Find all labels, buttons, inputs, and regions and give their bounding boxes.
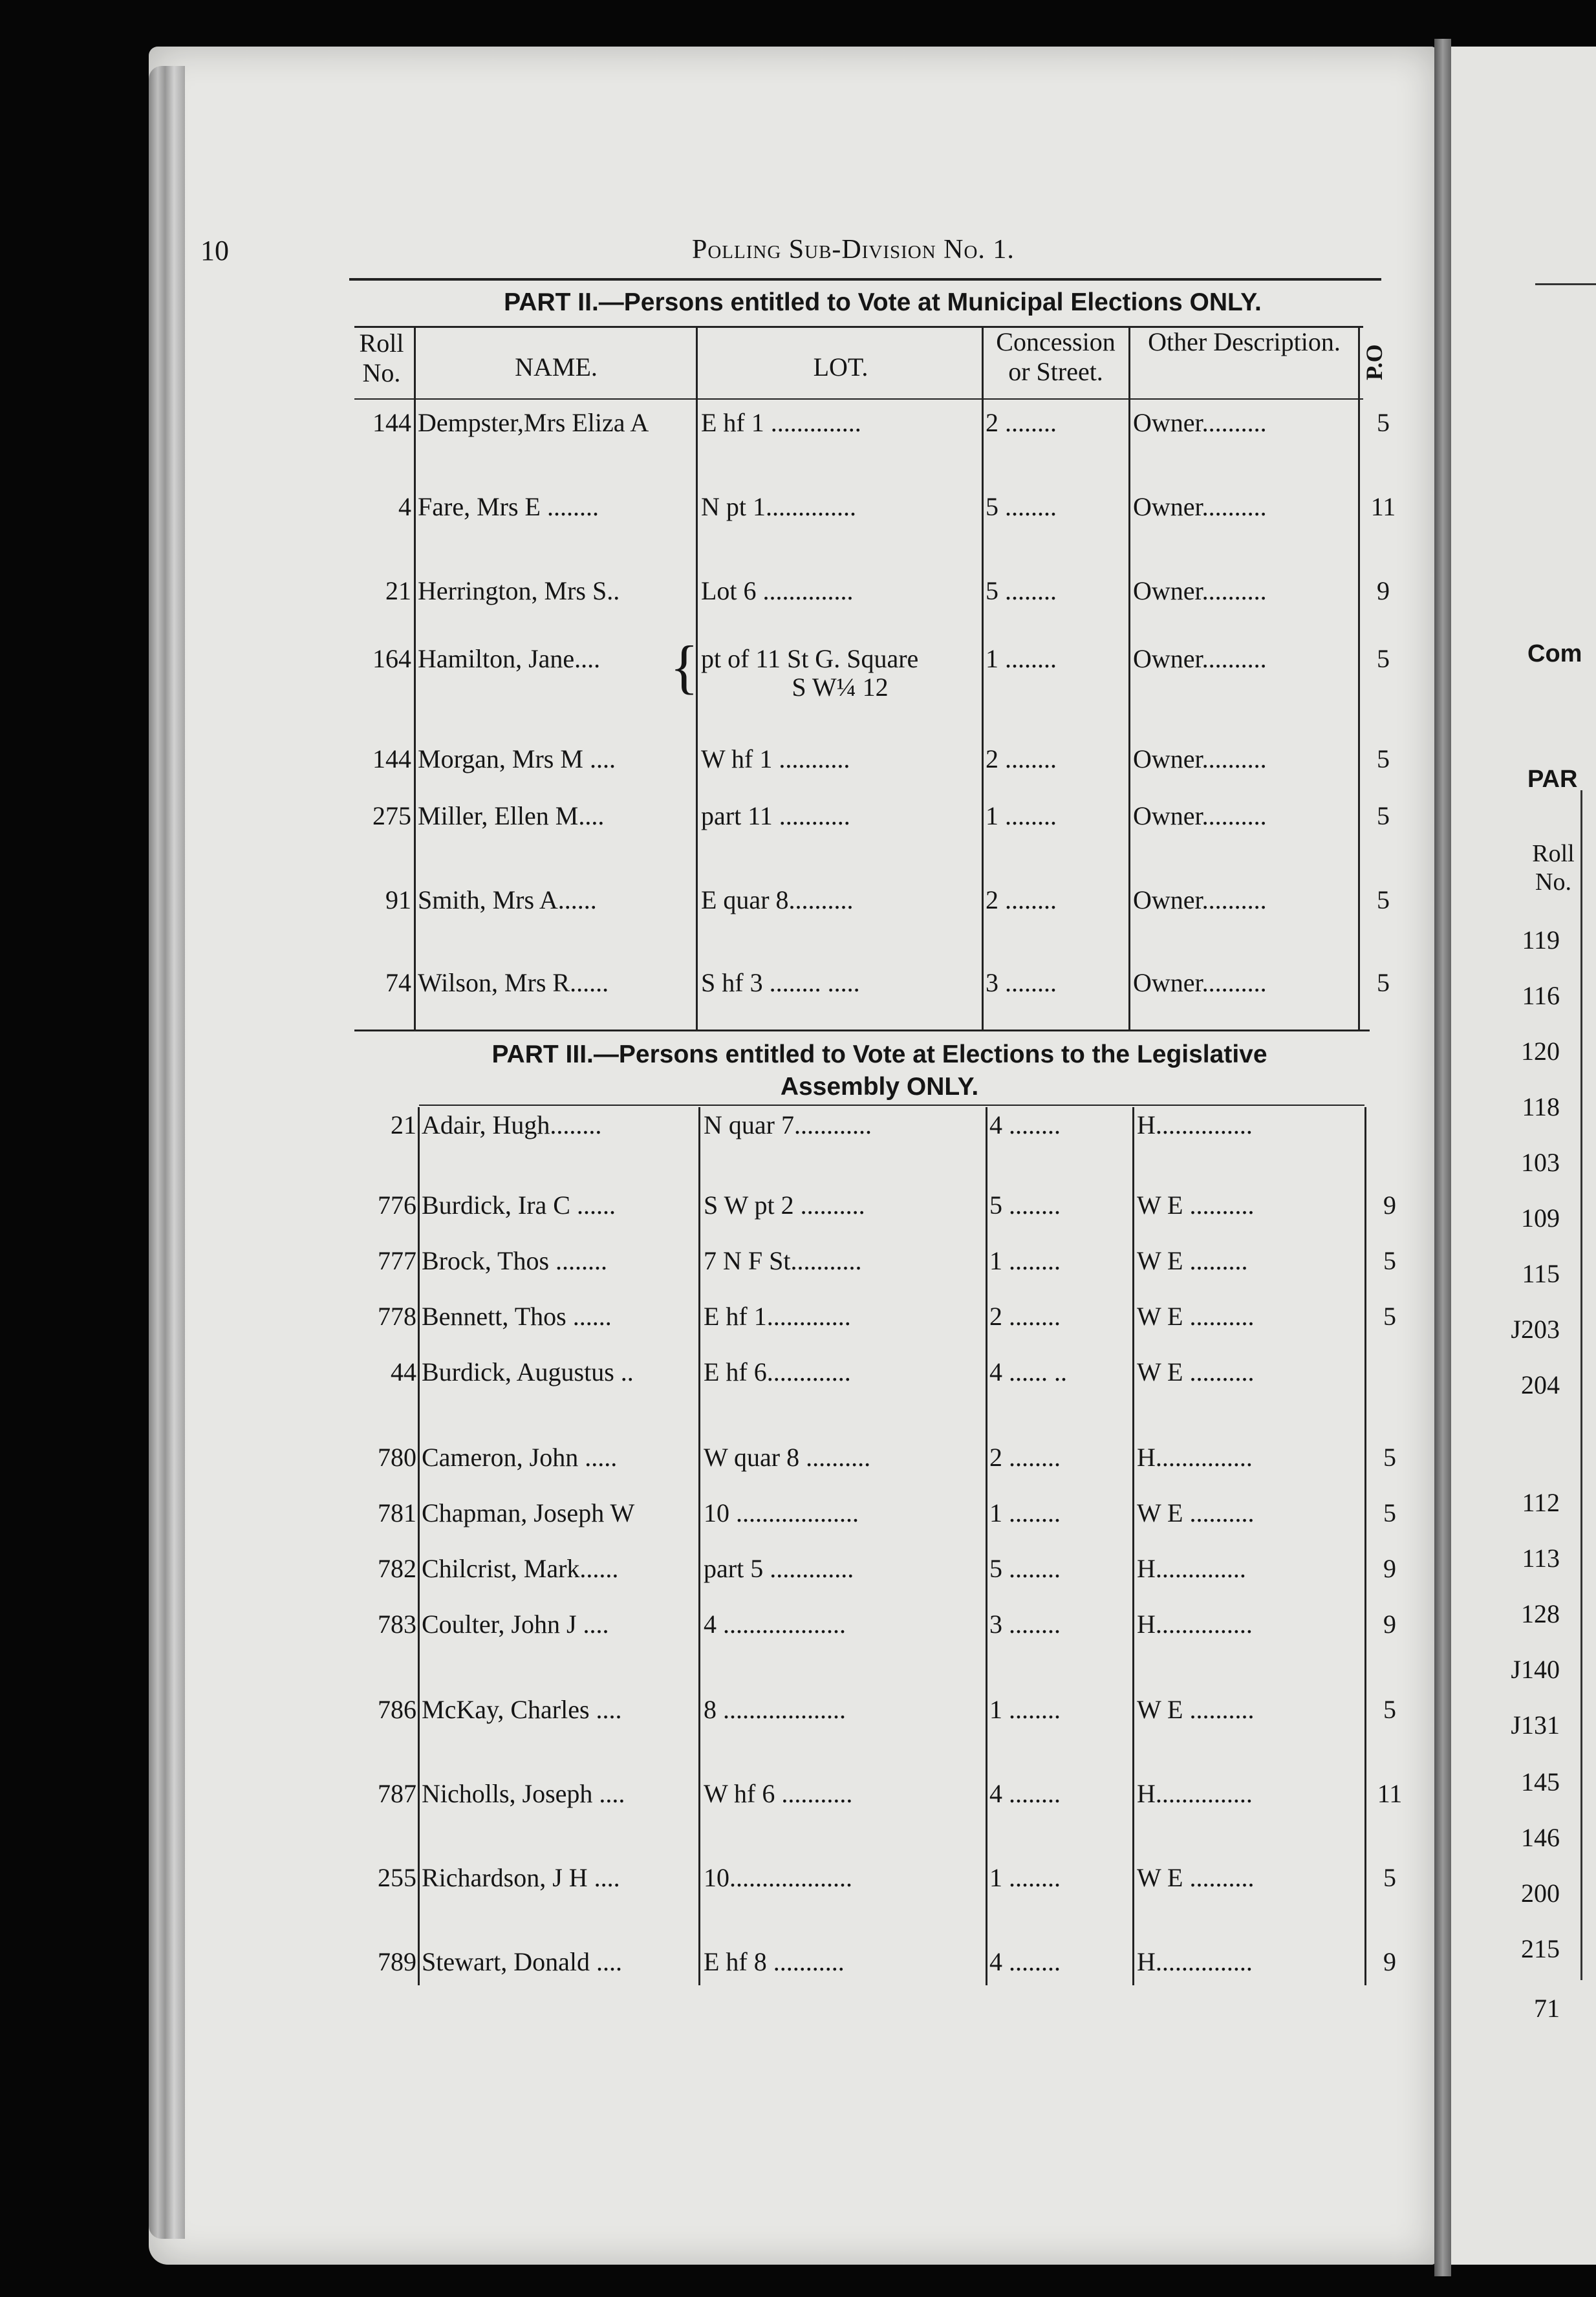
part3-cell-con: 4 ...... .. [989, 1357, 1067, 1386]
part3-cell-roll: 21 [391, 1110, 416, 1139]
part2-cell-roll: 275 [372, 801, 411, 830]
part3-cell-name: Bennett, Thos ...... [422, 1302, 612, 1331]
part2-cell-lot: W hf 1 ........... [701, 744, 850, 773]
part3-cell-lot: E hf 8 ........... [704, 1947, 845, 1976]
part2-cell-name: Hamilton, Jane.... [418, 644, 601, 673]
running-head: Polling Sub-Division No. 1. [692, 235, 1015, 264]
part2-cell-other: Owner.......... [1133, 968, 1267, 997]
part3-cell-name: Brock, Thos ........ [422, 1246, 608, 1275]
adjacent-roll-number: 119 [1522, 925, 1560, 954]
adjacent-roll-number: J131 [1511, 1710, 1560, 1740]
part3-cell-con: 3 ........ [989, 1610, 1061, 1639]
part3-cell-po: 5 [1383, 1443, 1396, 1472]
part3-cell-lot: part 5 ............. [704, 1554, 854, 1583]
part3-cell-other: H............... [1137, 1610, 1253, 1639]
part2-bottom-rule [354, 1030, 1370, 1031]
p2-col-line-5 [1358, 327, 1360, 1030]
part3-cell-roll: 255 [378, 1863, 416, 1892]
part2-cell-con: 2 ........ [986, 885, 1057, 914]
part3-cell-roll: 782 [378, 1554, 416, 1583]
part2-cell-name: Smith, Mrs A...... [418, 885, 597, 914]
p3-col-line-4 [1132, 1107, 1134, 1985]
part2-cell-con: 5 ........ [986, 492, 1057, 521]
part3-cell-name: Cameron, John ..... [422, 1443, 618, 1472]
part3-title [375, 1039, 1384, 1103]
adjacent-roll-number: 71 [1534, 1994, 1560, 2023]
part2-cell-po: 9 [1377, 576, 1390, 605]
part3-cell-other: H.............. [1137, 1554, 1246, 1583]
part3-cell-other: W E .......... [1137, 1191, 1255, 1220]
part3-cell-po: 11 [1377, 1779, 1403, 1808]
part3-cell-roll: 789 [378, 1947, 416, 1976]
part3-cell-po: 9 [1383, 1554, 1396, 1583]
part3-cell-other: H............... [1137, 1110, 1253, 1139]
part3-cell-roll: 44 [391, 1357, 416, 1386]
part3-cell-name: Stewart, Donald .... [422, 1947, 622, 1976]
part3-cell-po: 5 [1383, 1695, 1396, 1724]
p2-col-line-1 [414, 327, 416, 1030]
part2-cell-roll: 21 [385, 576, 411, 605]
part3-cell-po: 5 [1383, 1246, 1396, 1275]
part2-cell-lot: S hf 3 ........ ..... [701, 968, 860, 997]
part3-cell-lot: 8 ................... [704, 1695, 846, 1724]
header-lot: LOT. [813, 352, 868, 382]
part3-cell-roll: 787 [378, 1779, 416, 1808]
head-rule [349, 278, 1381, 281]
part3-cell-roll: 780 [378, 1443, 416, 1472]
part3-cell-roll: 783 [378, 1610, 416, 1639]
part2-cell-lot-line2: S W¼ 12 [792, 673, 889, 702]
adjacent-head-rule [1535, 283, 1596, 285]
header-name: NAME. [515, 352, 598, 382]
adjacent-roll-number: 118 [1522, 1092, 1560, 1121]
part2-cell-other: Owner.......... [1133, 576, 1267, 605]
part2-cell-po: 5 [1377, 885, 1390, 914]
part3-cell-roll: 786 [378, 1695, 416, 1724]
part3-cell-con: 4 ........ [989, 1947, 1061, 1976]
part2-cell-other: Owner.......... [1133, 408, 1267, 437]
part3-cell-name: Richardson, J H .... [422, 1863, 620, 1892]
header-po: P.O [1361, 344, 1387, 380]
part2-cell-con: 2 ........ [986, 744, 1057, 773]
part2-cell-roll: 91 [385, 885, 411, 914]
part3-top-rule [419, 1105, 1364, 1106]
book-gutter [1434, 39, 1451, 2276]
part3-cell-lot: W hf 6 ........... [704, 1779, 853, 1808]
adjacent-roll-number: J203 [1511, 1315, 1560, 1344]
part2-cell-roll: 164 [372, 644, 411, 673]
part2-cell-name: Dempster,Mrs Eliza A [418, 408, 649, 437]
part3-cell-lot: S W pt 2 .......... [704, 1191, 865, 1220]
part3-cell-other: W E .......... [1137, 1695, 1255, 1724]
part3-cell-other: W E .......... [1137, 1863, 1255, 1892]
part2-cell-lot: N pt 1.............. [701, 492, 856, 521]
adjacent-roll-header: Roll No. [1532, 840, 1575, 896]
part2-cell-con: 1 ........ [986, 644, 1057, 673]
p3-col-line-2 [698, 1107, 700, 1985]
part2-cell-other: Owner.......... [1133, 492, 1267, 521]
page-number: 10 [200, 235, 229, 266]
part3-cell-other: W E ......... [1137, 1246, 1248, 1275]
part2-cell-lot: E quar 8.......... [701, 885, 854, 914]
part3-cell-other: W E .......... [1137, 1357, 1255, 1386]
adjacent-roll-number: 200 [1521, 1879, 1560, 1908]
part3-cell-name: Nicholls, Joseph .... [422, 1779, 625, 1808]
part3-cell-roll: 781 [378, 1498, 416, 1527]
binding-edge [149, 66, 185, 2239]
part2-cell-po: 5 [1377, 644, 1390, 673]
part3-cell-roll: 776 [378, 1191, 416, 1220]
part3-cell-con: 1 ........ [989, 1498, 1061, 1527]
brace-mark: { [670, 634, 699, 700]
part3-cell-name: Burdick, Augustus .. [422, 1357, 634, 1386]
part2-cell-other: Owner.......... [1133, 885, 1267, 914]
part2-cell-po: 5 [1377, 968, 1390, 997]
part2-cell-name: Morgan, Mrs M .... [418, 744, 616, 773]
part3-cell-con: 4 ........ [989, 1110, 1061, 1139]
part3-cell-con: 2 ........ [989, 1302, 1061, 1331]
part3-cell-roll: 777 [378, 1246, 416, 1275]
part2-cell-name: Miller, Ellen M.... [418, 801, 605, 830]
part3-cell-con: 1 ........ [989, 1695, 1061, 1724]
part2-cell-roll: 74 [385, 968, 411, 997]
part3-cell-con: 1 ........ [989, 1863, 1061, 1892]
part3-cell-other: W E .......... [1137, 1302, 1255, 1331]
part2-title: PART II.—Persons entitled to Vote at Municipal Elections ONLY. [504, 288, 1262, 316]
part3-cell-po: 9 [1383, 1947, 1396, 1976]
part3-cell-name: Chapman, Joseph W [422, 1498, 635, 1527]
part3-cell-name: Coulter, John J .... [422, 1610, 609, 1639]
part3-cell-lot: E hf 6............. [704, 1357, 851, 1386]
part2-cell-other: Owner.......... [1133, 801, 1267, 830]
adjacent-roll-number: 115 [1522, 1259, 1560, 1288]
adjacent-roll-number: 103 [1521, 1148, 1560, 1177]
adjacent-roll-number: 109 [1521, 1203, 1560, 1233]
part2-cell-lot: pt of 11 St G. Square [701, 644, 919, 673]
part3-cell-con: 5 ........ [989, 1554, 1061, 1583]
part3-cell-roll: 778 [378, 1302, 416, 1331]
adjacent-table-line [1580, 790, 1582, 1980]
part3-cell-other: H............... [1137, 1779, 1253, 1808]
part2-cell-con: 3 ........ [986, 968, 1057, 997]
adjacent-roll-number: 120 [1521, 1037, 1560, 1066]
part3-cell-lot: N quar 7............ [704, 1110, 872, 1139]
part3-cell-lot: E hf 1............. [704, 1302, 851, 1331]
part3-cell-po: 9 [1383, 1610, 1396, 1639]
header-concession: Concession or Street. [996, 327, 1116, 386]
part2-header-rule [354, 398, 1363, 400]
part2-cell-po: 5 [1377, 408, 1390, 437]
part3-cell-con: 1 ........ [989, 1246, 1061, 1275]
part3-cell-other: H............... [1137, 1947, 1253, 1976]
part3-cell-lot: 10................... [704, 1863, 852, 1892]
part3-cell-lot: W quar 8 .......... [704, 1443, 871, 1472]
adjacent-roll-number: 215 [1521, 1934, 1560, 1963]
part2-cell-other: Owner.......... [1133, 744, 1267, 773]
part2-cell-name: Herrington, Mrs S.. [418, 576, 620, 605]
part3-cell-po: 5 [1383, 1863, 1396, 1892]
adjacent-part-label: PAR [1527, 766, 1578, 793]
part3-cell-name: Chilcrist, Mark...... [422, 1554, 619, 1583]
part2-cell-lot: E hf 1 .............. [701, 408, 861, 437]
part3-cell-po: 5 [1383, 1498, 1396, 1527]
p3-col-line-5 [1364, 1107, 1366, 1985]
part3-cell-other: H............... [1137, 1443, 1253, 1472]
header-other-description: Other Description. [1148, 327, 1341, 356]
part3-title-line2: Assembly ONLY. [780, 1073, 979, 1101]
part3-cell-lot: 4 ................... [704, 1610, 846, 1639]
part3-cell-po: 5 [1383, 1302, 1396, 1331]
part2-cell-con: 5 ........ [986, 576, 1057, 605]
adjacent-roll-number: J140 [1511, 1655, 1560, 1684]
adjacent-heading: Com [1527, 640, 1582, 667]
part2-cell-lot: part 11 ........... [701, 801, 850, 830]
p2-col-line-4 [1128, 327, 1130, 1030]
part2-cell-con: 1 ........ [986, 801, 1057, 830]
p2-col-line-3 [982, 327, 984, 1030]
part3-cell-name: Adair, Hugh........ [422, 1110, 602, 1139]
part2-cell-roll: 4 [398, 492, 411, 521]
part2-cell-po: 5 [1377, 801, 1390, 830]
part2-cell-name: Wilson, Mrs R...... [418, 968, 609, 997]
part2-cell-po: 5 [1377, 744, 1390, 773]
part2-cell-roll: 144 [372, 408, 411, 437]
adjacent-roll-number: 113 [1522, 1544, 1560, 1573]
part2-cell-lot: Lot 6 .............. [701, 576, 854, 605]
p3-col-line-1 [418, 1107, 420, 1985]
adjacent-roll-number: 146 [1521, 1823, 1560, 1852]
part3-cell-name: McKay, Charles .... [422, 1695, 622, 1724]
adjacent-roll-number: 204 [1521, 1370, 1560, 1399]
part2-cell-con: 2 ........ [986, 408, 1057, 437]
part2-cell-roll: 144 [372, 744, 411, 773]
part3-cell-con: 2 ........ [989, 1443, 1061, 1472]
part3-cell-con: 4 ........ [989, 1779, 1061, 1808]
part3-cell-other: W E .......... [1137, 1498, 1255, 1527]
part2-cell-po: 11 [1370, 492, 1396, 521]
part2-cell-other: Owner.......... [1133, 644, 1267, 673]
part3-cell-po: 9 [1383, 1191, 1396, 1220]
part3-cell-lot: 10 ................... [704, 1498, 859, 1527]
p3-col-line-3 [986, 1107, 987, 1985]
adjacent-page [1451, 47, 1596, 2265]
part3-cell-lot: 7 N F St........... [704, 1246, 862, 1275]
adjacent-roll-number: 116 [1522, 981, 1560, 1010]
adjacent-roll-number: 112 [1522, 1488, 1560, 1517]
adjacent-roll-number: 128 [1521, 1599, 1560, 1628]
part3-cell-name: Burdick, Ira C ...... [422, 1191, 616, 1220]
part3-cell-con: 5 ........ [989, 1191, 1061, 1220]
header-roll-no: Roll No. [359, 329, 404, 387]
part3-title-line1: PART III.—Persons entitled to Vote at Elections to the Legislative [491, 1041, 1267, 1068]
adjacent-roll-number: 145 [1521, 1767, 1560, 1796]
part2-cell-name: Fare, Mrs E ........ [418, 492, 599, 521]
